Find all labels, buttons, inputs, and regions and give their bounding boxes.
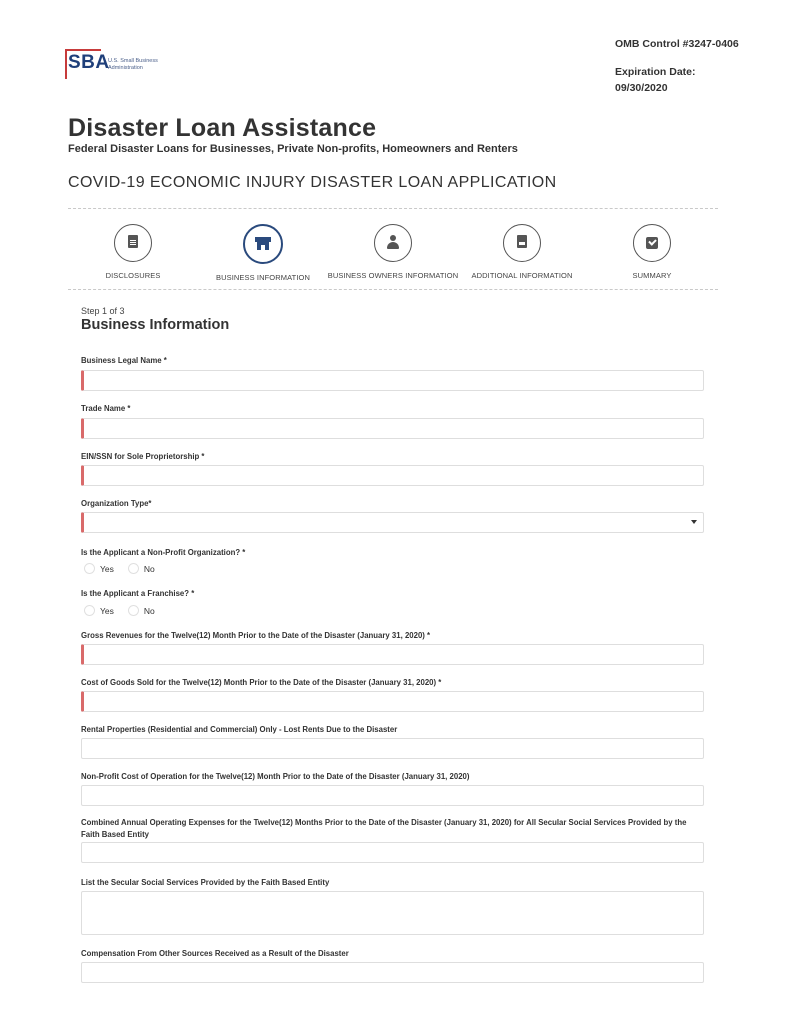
step-summary[interactable] [582, 224, 722, 280]
divider [68, 208, 718, 209]
radio-button[interactable] [84, 563, 95, 574]
step-disclosures[interactable] [63, 224, 203, 280]
step-label: SUMMARY [632, 271, 672, 280]
page-subtitle: Federal Disaster Loans for Businesses, Private Non-profits, Homeowners and Renters [68, 143, 518, 155]
page-title: Disaster Loan Assistance [68, 114, 377, 142]
franchise-no-option[interactable] [128, 605, 155, 616]
radio-button[interactable] [128, 563, 139, 574]
checkbox-icon [646, 237, 658, 249]
nonprofit-question-label: Is the Applicant a Non-Profit Organization? * [81, 548, 246, 557]
step-circle [503, 224, 541, 262]
franchise-radio-group [84, 605, 169, 616]
sba-logo[interactable] [68, 52, 178, 82]
omb-info [615, 36, 765, 96]
radio-button[interactable] [84, 605, 95, 616]
compensation-input[interactable] [82, 964, 703, 983]
trade-name-input[interactable] [84, 420, 703, 439]
logo-mark: SBA [68, 52, 110, 73]
step-circle [633, 224, 671, 262]
cogs-input[interactable] [84, 693, 703, 712]
cogs-label: Cost of Goods Sold for the Twelve(12) Month Prior to the Date of the Disaster (January 31, 2020) * [81, 678, 442, 687]
franchise-question-label: Is the Applicant a Franchise? * [81, 589, 195, 598]
nonprofit-radio-group [84, 563, 169, 574]
radio-label: No [143, 605, 155, 616]
faith-expenses-input[interactable] [82, 844, 703, 863]
step-circle [114, 224, 152, 262]
application-title: COVID-19 ECONOMIC INJURY DISASTER LOAN APPLICATION [68, 174, 557, 191]
gross-revenues-input[interactable] [84, 646, 703, 665]
nonprofit-cost-input[interactable] [82, 787, 703, 806]
faith-expenses-label: Combined Annual Operating Expenses for the Twelve(12) Months Prior to the Date of the Disaster (January 31, 2020) for All Secular Social Services Provided by the Faith Based Entity [81, 818, 687, 839]
omb-control-number: OMB Control #3247-0406 [615, 38, 739, 50]
radio-button[interactable] [128, 605, 139, 616]
secular-services-label: List the Secular Social Services Provided by the Faith Based Entity [81, 878, 330, 887]
cogs-field[interactable] [81, 691, 704, 712]
file-icon [517, 235, 527, 248]
nonprofit-no-option[interactable] [128, 563, 155, 574]
nonprofit-yes-option[interactable] [84, 563, 114, 574]
lost-rents-input[interactable] [82, 740, 703, 759]
compensation-label: Compensation From Other Sources Received as a Result of the Disaster [81, 949, 349, 958]
storefront-icon [255, 237, 271, 250]
step-count: Step 1 of 3 [81, 306, 125, 316]
trade-name-field[interactable] [81, 418, 704, 439]
section-title: Business Information [81, 317, 230, 333]
ein-label: EIN/SSN for Sole Proprietorship * [81, 452, 205, 461]
ein-input[interactable] [84, 467, 703, 486]
compensation-field[interactable] [81, 962, 704, 983]
expiration-label: Expiration Date: [615, 66, 696, 78]
step-circle [374, 224, 412, 262]
legal-name-field[interactable] [81, 370, 704, 391]
secular-services-field[interactable] [81, 891, 704, 935]
step-label: BUSINESS OWNERS INFORMATION [327, 271, 459, 280]
step-circle-active [243, 224, 283, 264]
dropdown-arrow-icon [691, 520, 697, 524]
legal-name-label: Business Legal Name * [81, 356, 167, 365]
nonprofit-cost-label: Non-Profit Cost of Operation for the Twelve(12) Month Prior to the Date of the Disaster (January 31, 2020) [81, 772, 470, 781]
step-business-information[interactable] [193, 224, 333, 282]
radio-label: Yes [100, 563, 114, 574]
secular-services-textarea[interactable] [82, 892, 703, 934]
organization-type-select[interactable] [81, 512, 704, 533]
gross-revenues-label: Gross Revenues for the Twelve(12) Month Prior to the Date of the Disaster (January 31, 2020) * [81, 631, 431, 640]
legal-name-input[interactable] [84, 372, 703, 391]
step-label: ADDITIONAL INFORMATION [471, 271, 573, 280]
radio-label: No [143, 563, 155, 574]
user-icon [386, 235, 400, 250]
step-business-owners-information[interactable] [323, 224, 463, 280]
nonprofit-cost-field[interactable] [81, 785, 704, 806]
lost-rents-label: Rental Properties (Residential and Commercial) Only - Lost Rents Due to the Disaster [81, 725, 398, 734]
document-icon [128, 235, 138, 248]
lost-rents-field[interactable] [81, 738, 704, 759]
gross-revenues-field[interactable] [81, 644, 704, 665]
expiration-date: 09/30/2020 [615, 82, 668, 94]
step-additional-information[interactable] [452, 224, 592, 280]
step-label: BUSINESS INFORMATION [216, 273, 310, 282]
faith-expenses-field[interactable] [81, 842, 704, 863]
trade-name-label: Trade Name * [81, 404, 131, 413]
divider [68, 289, 718, 290]
ein-field[interactable] [81, 465, 704, 486]
franchise-yes-option[interactable] [84, 605, 114, 616]
logo-agency-name: U.S. Small Business Administration [108, 58, 158, 71]
organization-type-label: Organization Type* [81, 499, 152, 508]
radio-label: Yes [100, 605, 114, 616]
step-label: DISCLOSURES [105, 271, 161, 280]
